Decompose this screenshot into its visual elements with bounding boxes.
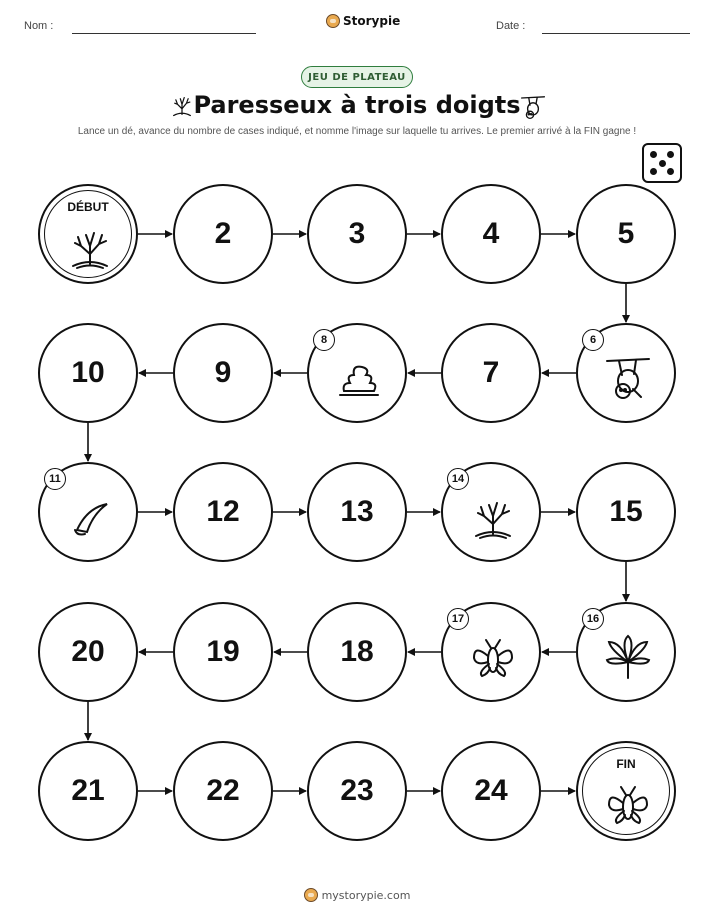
board-space — [173, 184, 273, 284]
board-space — [576, 323, 676, 423]
finish-space — [576, 741, 676, 841]
board-space — [307, 741, 407, 841]
space-number: 23 — [340, 774, 374, 807]
game-type-badge: JEU DE PLATEAU — [301, 66, 413, 88]
space-number: 9 — [214, 356, 232, 389]
space-number: 5 — [617, 217, 635, 250]
board-space — [307, 184, 407, 284]
space-number-badge: 16 — [582, 608, 604, 630]
space-number: 21 — [71, 774, 105, 807]
coral-icon — [468, 492, 518, 542]
board-space — [441, 184, 541, 284]
board-space — [441, 741, 541, 841]
moth-icon — [603, 779, 653, 829]
space-number: 15 — [609, 495, 643, 528]
space-number: 10 — [71, 356, 105, 389]
instructions: Lance un dé, avance du nombre de cases indiqué, et nomme l'image sur laquelle tu arrives. Le premier arrivé à la FIN gagne ! — [77, 126, 637, 137]
board-space — [441, 462, 541, 562]
board-space — [173, 323, 273, 423]
board-space — [307, 602, 407, 702]
board-space — [441, 602, 541, 702]
board-space — [576, 602, 676, 702]
footer-url[interactable]: mystorypie.com — [321, 888, 411, 902]
page-title: Paresseux à trois doigts — [193, 91, 521, 119]
leaf-icon — [603, 632, 653, 682]
claw-icon — [65, 492, 115, 542]
space-number-badge: 14 — [447, 468, 469, 490]
space-number: 20 — [71, 635, 105, 668]
board-space — [307, 462, 407, 562]
sloth-icon — [603, 353, 653, 403]
start-label: DÉBUT — [67, 200, 109, 214]
space-number: 22 — [206, 774, 240, 807]
space-number-badge: 8 — [313, 329, 335, 351]
name-label: Nom : — [24, 20, 54, 32]
board-space — [441, 323, 541, 423]
space-number: 12 — [206, 495, 240, 528]
board-space — [173, 602, 273, 702]
board-space — [38, 602, 138, 702]
space-number-badge: 17 — [447, 608, 469, 630]
board-space — [38, 741, 138, 841]
mascot-icon — [304, 888, 318, 902]
start-space — [38, 184, 138, 284]
board-space — [576, 184, 676, 284]
space-number: 7 — [482, 356, 500, 389]
coral-icon — [65, 222, 115, 272]
board-space — [38, 462, 138, 562]
brand-name: Storypie — [343, 14, 401, 28]
footer — [0, 888, 714, 902]
space-number-badge: 11 — [44, 468, 66, 490]
space-number: 2 — [214, 217, 232, 250]
space-number-badge: 6 — [582, 329, 604, 351]
board-space — [38, 323, 138, 423]
space-number: 3 — [348, 217, 366, 250]
moth-icon — [468, 632, 518, 682]
date-label: Date : — [496, 20, 526, 32]
space-number: 18 — [340, 635, 374, 668]
space-number: 19 — [206, 635, 240, 668]
space-number: 4 — [482, 217, 500, 250]
board-space — [307, 323, 407, 423]
board-space — [173, 462, 273, 562]
space-number: 13 — [340, 495, 374, 528]
board-space — [173, 741, 273, 841]
space-number: 24 — [474, 774, 508, 807]
finish-label: FIN — [616, 757, 636, 771]
poop-icon — [334, 353, 384, 403]
board-space — [576, 462, 676, 562]
